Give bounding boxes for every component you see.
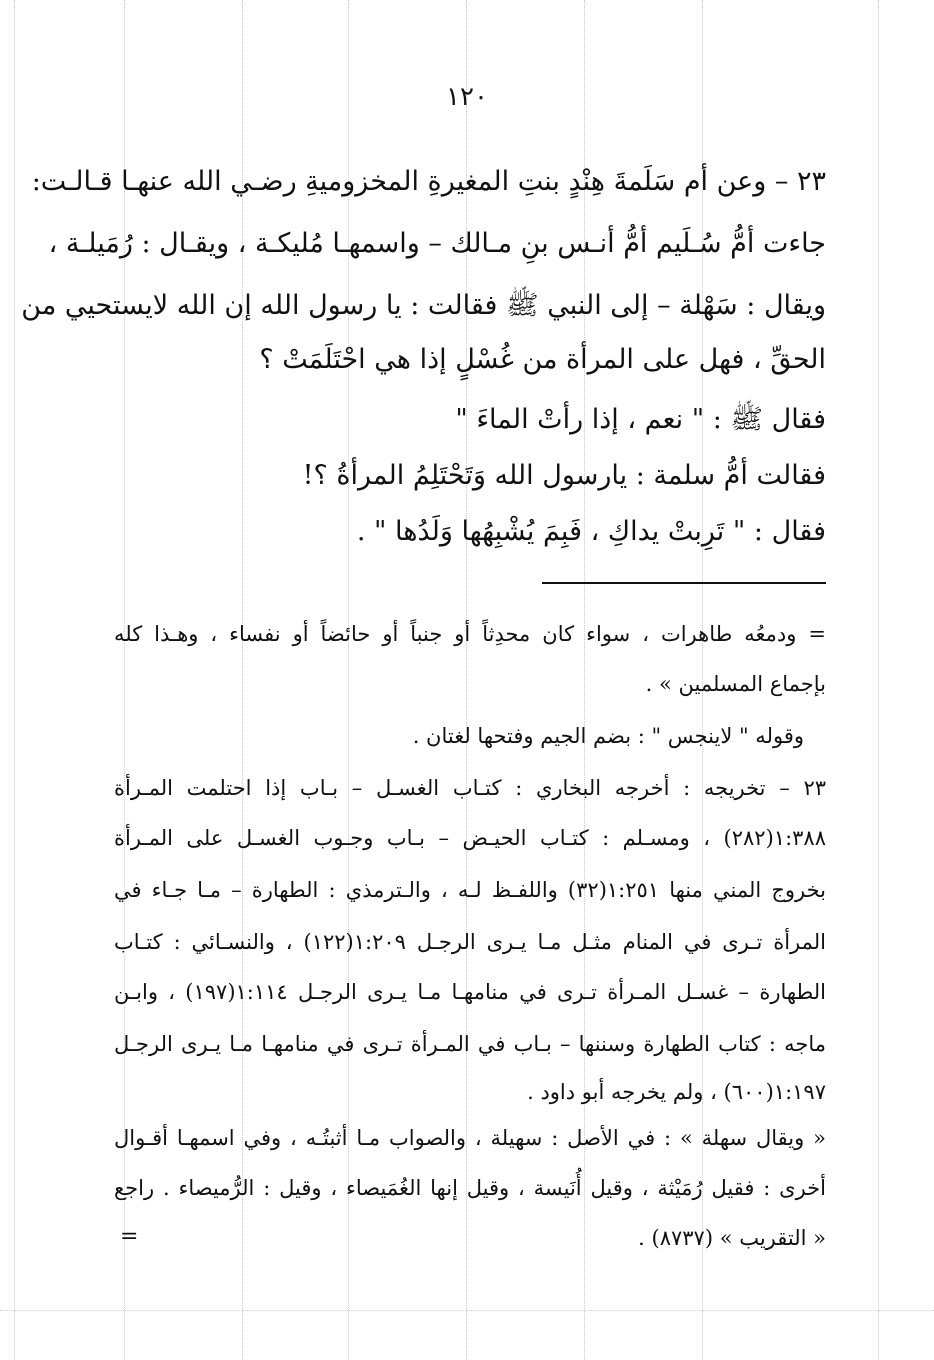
main-text-line: فقالت أمُّ سلمة : يارسول الله وَتَحْتَلِمُ المرأةُ ؟!: [302, 460, 826, 491]
main-text-line: الحقِّ ، فهل على المرأة من غُسْلٍ إذا هي احْتَلَمَتْ ؟: [259, 344, 826, 375]
footnote-line: = ودمعُه طاهرات ، سواء كان محدِثاً أو جنباً أو حائضاً أو نفساء ، وهـذا كله: [114, 622, 826, 646]
footnote-line: ٢٣ – تخريجه : أخرجه البخاري : كتـاب الغسـل – بـاب إذا احتلمت المـرأة: [114, 776, 826, 800]
footnote-line: الطهارة – غسـل المـرأة تـرى في منامهـا مـا يـرى الرجـل ١:١١٤(١٩٧) ، وابـن: [114, 980, 827, 1004]
footnote-line: « ويقال سهلة » : في الأصل : سهيلة ، والصواب مـا أثبتُـه ، وفي اسمهـا أقـوال: [114, 1126, 826, 1150]
scan-guide-line: [584, 0, 585, 1360]
footnote-line: ١:١٩٧(٦٠٠) ، ولم يخرجه أبو داود .: [527, 1080, 826, 1104]
footnote-line: أخرى : فقيل رُمَيْثة ، وقيل أُنَيسة ، وقيل إنها الغُمَيصاء ، وقيل : الرُّميصاء . راجع: [114, 1176, 826, 1200]
footnote-line: بإجماع المسلمين » .: [645, 672, 826, 696]
footnote-line: بخروج المني منها ١:٢٥١(٣٢) واللفـظ لـه ، والـترمذي : الطهارة – مـا جـاء في: [114, 878, 826, 902]
footnote-line: « التقريب » (٨٧٣٧) .: [638, 1226, 826, 1250]
footnote-line: وقوله " لاينجس " : بضم الجيم وفتحها لغتان .: [412, 724, 804, 748]
scan-guide-line: [242, 0, 243, 1360]
scan-guide-line: [14, 0, 15, 1360]
main-text-line: ويقال : سَهْلة – إلى النبي ﷺ فقالت : يا رسول الله إن الله لايستحيي من: [21, 290, 826, 321]
footnote-separator: [542, 582, 826, 584]
main-text-line: ٢٣ – وعن أم سَلَمةَ هِنْدٍ بنتِ المغيرةِ المخزوميةِ رضـي الله عنهـا قـالـت:: [31, 166, 826, 197]
scan-guide-line: [466, 0, 467, 1360]
continuation-mark: =: [120, 1224, 139, 1249]
main-text-line: فقال : " تَرِبتْ يداكِ ، فَبِمَ يُشْبِهُها وَلَدُها " .: [356, 516, 826, 547]
scan-guide-line: [0, 1310, 934, 1311]
page-number: ١٢٠: [446, 82, 488, 112]
main-text-line: فقال ﷺ : " نعم ، إذا رأتْ الماءَ ": [455, 404, 826, 435]
footnote-line: ماجه : كتاب الطهارة وسننها – بـاب في المـرأة تـرى في منامهـا مـا يـرى الرجـل: [114, 1032, 826, 1056]
scan-guide-line: [878, 0, 879, 1360]
scan-guide-line: [348, 0, 349, 1360]
main-text-line: جاءت أمُّ سُـلَيم أمُّ أنـس بنِ مـالك – واسمهـا مُليكـة ، ويقـال : رُمَيلـة ،: [48, 228, 826, 259]
footnote-line: المرأة تـرى في المنام مثـل مـا يـرى الرجـل ١:٢٠٩(١٢٢) ، والنسـائي : كتـاب: [114, 930, 826, 954]
footnote-line: ١:٣٨٨(٢٨٢) ، ومسـلم : كتـاب الحيـض – بـاب وجـوب الغسـل على المـرأة: [114, 826, 826, 850]
scan-guide-line: [124, 0, 125, 1360]
